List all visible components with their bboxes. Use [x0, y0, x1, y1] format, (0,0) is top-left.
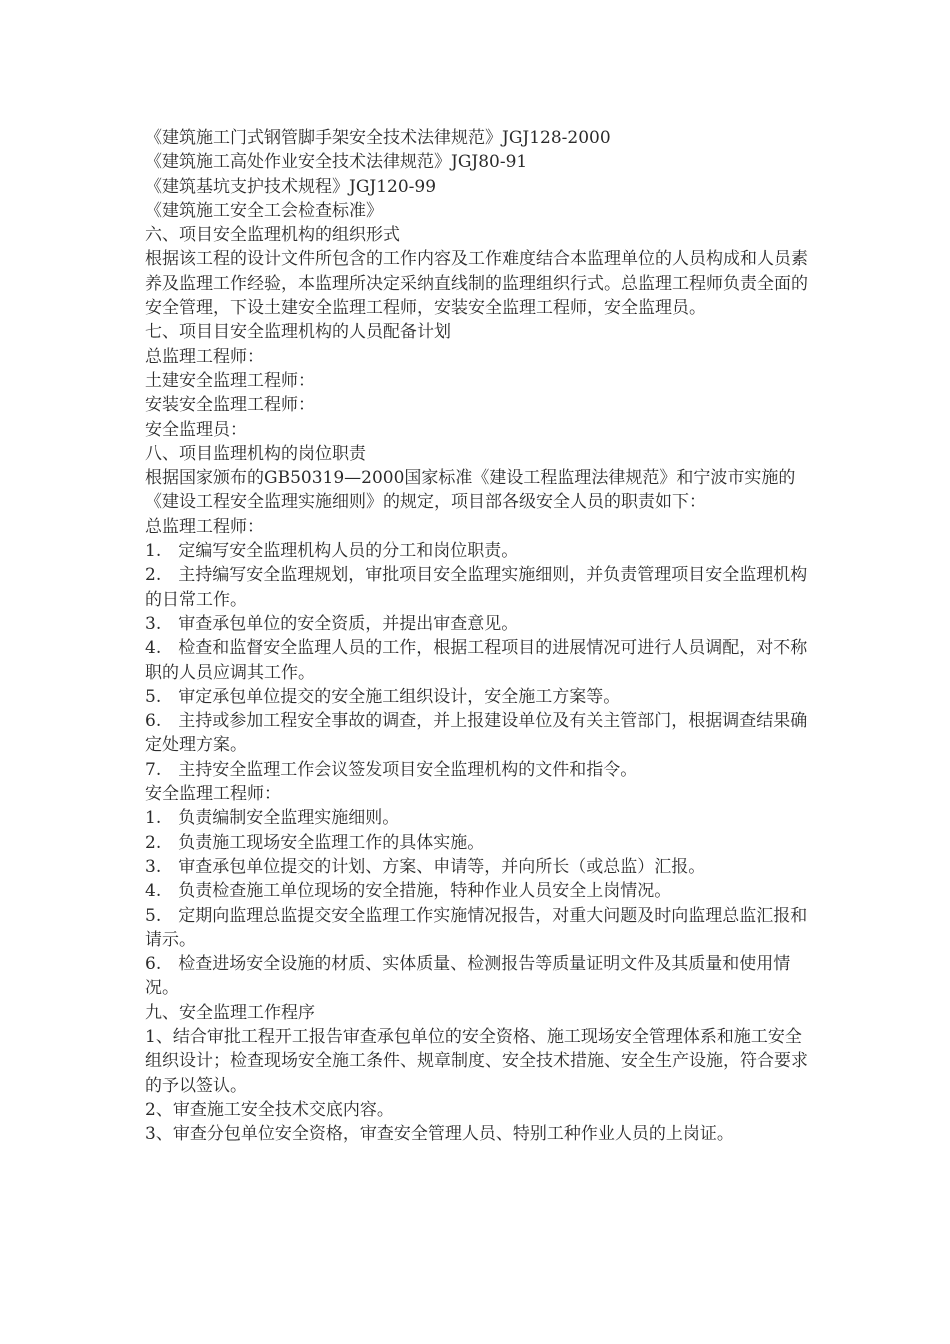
numbered-item: 3. 审查承包单位的安全资质，并提出审查意见。 [145, 613, 519, 634]
procedure-item: 3、审查分包单位安全资格，审查安全管理人员、特别工种作业人员的上岗证。 [145, 1124, 734, 1145]
section-heading-7: 七、项目目安全监理机构的人员配备计划 [145, 322, 451, 343]
role-line: 安装安全监理工程师： [145, 395, 315, 416]
subsection-heading: 总监理工程师： [145, 516, 264, 537]
section-paragraph: 根据该工程的设计文件所包含的工作内容及工作难度结合本监理单位的人员构成和人员素养及监理工作经验，本监理所决定采纳直线制的监理组织行式。总监理工程师负责全面的安全管理，下设土建安全监理工程师，安装安全监理工程师，安全监理员。 [145, 249, 808, 319]
numbered-item: 4. 检查和监督安全监理人员的工作，根据工程项目的进展情况可进行人员调配，对不称职的人员应调其工作。 [145, 638, 808, 683]
numbered-item: 2. 负责施工现场安全监理工作的具体实施。 [145, 832, 485, 853]
numbered-item: 5. 审定承包单位提交的安全施工组织设计，安全施工方案等。 [145, 686, 621, 707]
numbered-item: 2. 主持编写安全监理规划，审批项目安全监理实施细则，并负责管理项目安全监理机构的日常工作。 [145, 565, 808, 610]
numbered-item: 4. 负责检查施工单位现场的安全措施，特种作业人员安全上岗情况。 [145, 881, 672, 902]
procedure-item: 2、审查施工安全技术交底内容。 [145, 1099, 394, 1120]
procedure-item: 1、结合审批工程开工报告审查承包单位的安全资格、施工现场安全管理体系和施工安全组织设计；检查现场安全施工条件、规章制度、安全技术措施、安全生产设施，符合要求的予以签认。 [145, 1026, 808, 1096]
reference-standard-line: 《建筑施工安全工会检查标准》 [145, 200, 383, 221]
numbered-item: 1. 定编写安全监理机构人员的分工和岗位职责。 [145, 541, 519, 562]
subsection-heading: 安全监理工程师： [145, 784, 281, 805]
numbered-item: 5. 定期向监理总监提交安全监理工作实施情况报告，对重大问题及时向监理总监汇报和请示。 [145, 905, 808, 950]
numbered-item: 7. 主持安全监理工作会议签发项目安全监理机构的文件和指令。 [145, 759, 638, 780]
document-body [145, 126, 809, 1146]
reference-standard-line: 《建筑基坑支护技术规程》JGJ120-99 [145, 176, 437, 197]
role-line: 土建安全监理工程师： [145, 370, 315, 391]
section-heading-8: 八、项目监理机构的岗位职责 [145, 443, 366, 464]
numbered-item: 1. 负责编制安全监理实施细则。 [145, 808, 400, 829]
numbered-item: 6. 检查进场安全设施的材质、实体质量、检测报告等质量证明文件及其质量和使用情况。 [145, 954, 791, 999]
section-heading-6: 六、项目安全监理机构的组织形式 [145, 225, 400, 246]
role-line: 总监理工程师： [145, 346, 264, 367]
reference-standard-line: 《建筑施工高处作业安全技术法律规范》JGJ80-91 [145, 152, 528, 173]
section-paragraph: 根据国家颁布的GB50319—2000国家标准《建设工程监理法律规范》和宁波市实施的《建设工程安全监理实施细则》的规定，项目部各级安全人员的职责如下： [145, 468, 796, 513]
section-heading-9: 九、安全监理工作程序 [145, 1002, 315, 1023]
reference-standard-line: 《建筑施工门式钢管脚手架安全技术法律规范》JGJ128-2000 [145, 128, 611, 148]
numbered-item: 6. 主持或参加工程安全事故的调查，并上报建设单位及有关主管部门，根据调查结果确定处理方案。 [145, 711, 808, 756]
numbered-item: 3. 审查承包单位提交的计划、方案、申请等，并向所长（或总监）汇报。 [145, 856, 706, 877]
role-line: 安全监理员： [145, 419, 247, 440]
